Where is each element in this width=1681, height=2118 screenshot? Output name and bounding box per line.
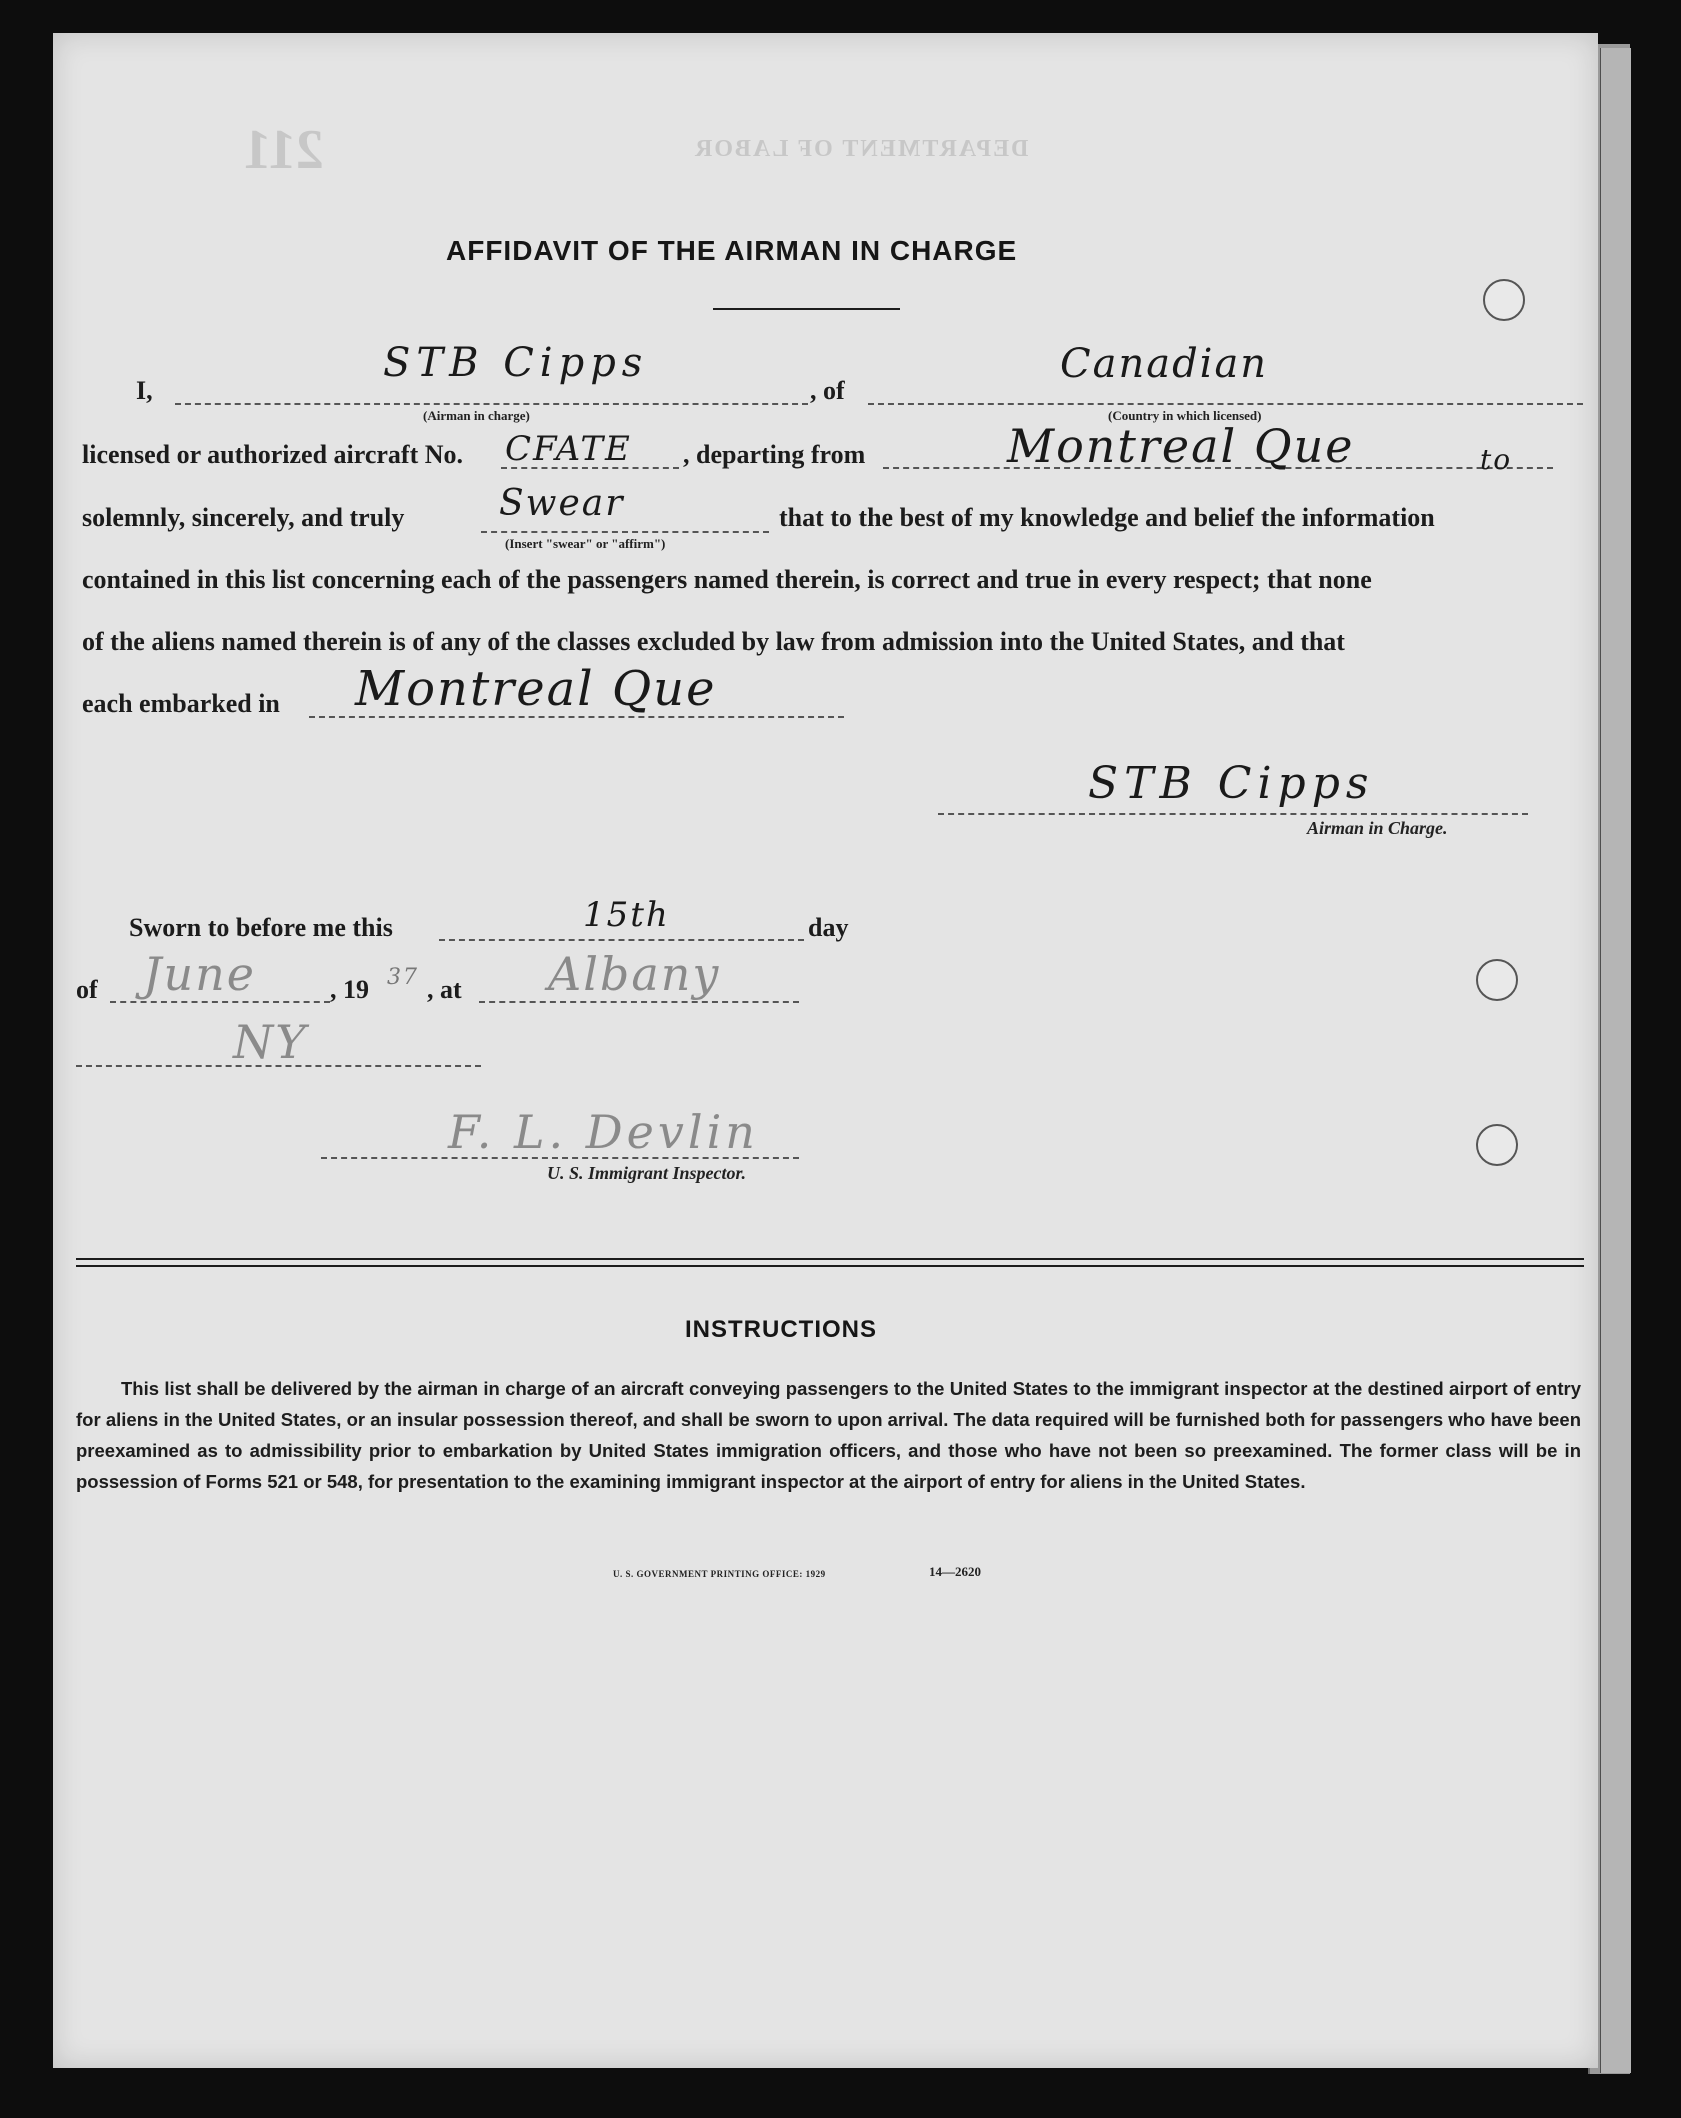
page-title: AFFIDAVIT OF THE AIRMAN IN CHARGE — [446, 235, 1018, 266]
form-number: 14—2620 — [929, 1564, 981, 1579]
sworn-of: of — [76, 975, 98, 1004]
inspector-signature-line[interactable] — [321, 1157, 799, 1159]
line4-text: contained in this list concerning each of the passengers named therein, is correct and true in every respect; that none — [82, 565, 1372, 594]
line2-prefix: licensed or authorized aircraft No. — [82, 440, 464, 469]
affidavit-page — [53, 33, 1598, 2068]
sworn-day-label: day — [808, 913, 849, 942]
sworn-day-value: 15th — [583, 895, 670, 935]
country-field[interactable] — [868, 403, 1583, 405]
sworn-day-field[interactable] — [439, 939, 804, 941]
airman-name-field[interactable] — [175, 403, 808, 405]
sworn-place-field[interactable] — [479, 1001, 799, 1003]
title-underline — [713, 308, 900, 310]
line6-prefix: each embarked in — [82, 689, 280, 718]
instructions-text: This list shall be delivered by the airman in charge of an aircraft conveying passengers to the United States to the immigrant inspector at the destined airport of entry for aliens in the United States, or an insular possession thereof, and shall be sworn to upon arrival. The data required will be furnished both for passengers who have been preexamined as to admissibility prior to embarkation by United States immigration officers, and those who have not been so preexamined. The former class will be in possession of Forms 521 or 548, for presentation to the examining immigrant inspector at the airport of entry for aliens in the United States. — [76, 1378, 1581, 1492]
embarked-value: Montreal Que — [355, 661, 717, 717]
sworn-place-state: NY — [233, 1015, 308, 1069]
line3-prefix: solemnly, sincerely, and truly — [82, 503, 405, 532]
oath-value: Swear — [499, 483, 625, 524]
line2-departing: , departing from — [683, 440, 866, 469]
airman-signature-caption: Airman in Charge. — [1307, 818, 1448, 838]
departure-value: Montreal Que — [1007, 419, 1355, 473]
sworn-month-value: June — [143, 947, 256, 1001]
bleed-through-number: 211 — [243, 119, 324, 181]
airman-name-value: STB Cipps — [383, 340, 649, 386]
sworn-place-value: Albany — [548, 947, 721, 1001]
line1-of: , of — [810, 376, 845, 405]
airman-name-caption: (Airman in charge) — [423, 408, 530, 423]
section-divider-top — [76, 1258, 1584, 1260]
aircraft-number-value: CFATE — [505, 429, 632, 469]
country-value: Canadian — [1060, 341, 1269, 387]
inspector-signature: F. L. Devlin — [448, 1105, 759, 1159]
line3-suffix: that to the best of my knowledge and belief the information — [779, 503, 1435, 532]
sworn-extra-line[interactable] — [76, 1065, 481, 1067]
binder-hole-middle — [1476, 959, 1518, 1001]
instructions-title: INSTRUCTIONS — [685, 1316, 877, 1343]
underlying-pages-inner — [1600, 48, 1631, 2073]
binder-hole-bottom — [1476, 1124, 1518, 1166]
sworn-prefix: Sworn to before me this — [129, 913, 393, 942]
line1-prefix: I, — [136, 376, 153, 405]
oath-field[interactable] — [481, 531, 769, 533]
binder-hole-top — [1483, 279, 1525, 321]
country-caption: (Country in which licensed) — [1108, 408, 1262, 423]
line5-text: of the aliens named therein is of any of the classes excluded by law from admission into the United States, and that — [82, 627, 1345, 656]
bleed-through-department: DEPARTMENT OF LABOR — [693, 136, 1029, 162]
airman-signature-line[interactable] — [938, 813, 1528, 815]
departure-to-suffix: to — [1480, 443, 1513, 476]
oath-caption: (Insert "swear" or "affirm") — [505, 536, 666, 551]
sworn-year-prefix: , 19 — [330, 975, 369, 1004]
printer-footer: U. S. GOVERNMENT PRINTING OFFICE: 1929 — [613, 1569, 826, 1579]
sworn-year-value: 37 — [387, 965, 419, 990]
sworn-month-field[interactable] — [110, 1001, 330, 1003]
inspector-caption: U. S. Immigrant Inspector. — [547, 1163, 747, 1183]
airman-signature: STB Cipps — [1088, 758, 1375, 809]
sworn-at: , at — [427, 975, 462, 1004]
section-divider-bottom — [76, 1265, 1584, 1267]
